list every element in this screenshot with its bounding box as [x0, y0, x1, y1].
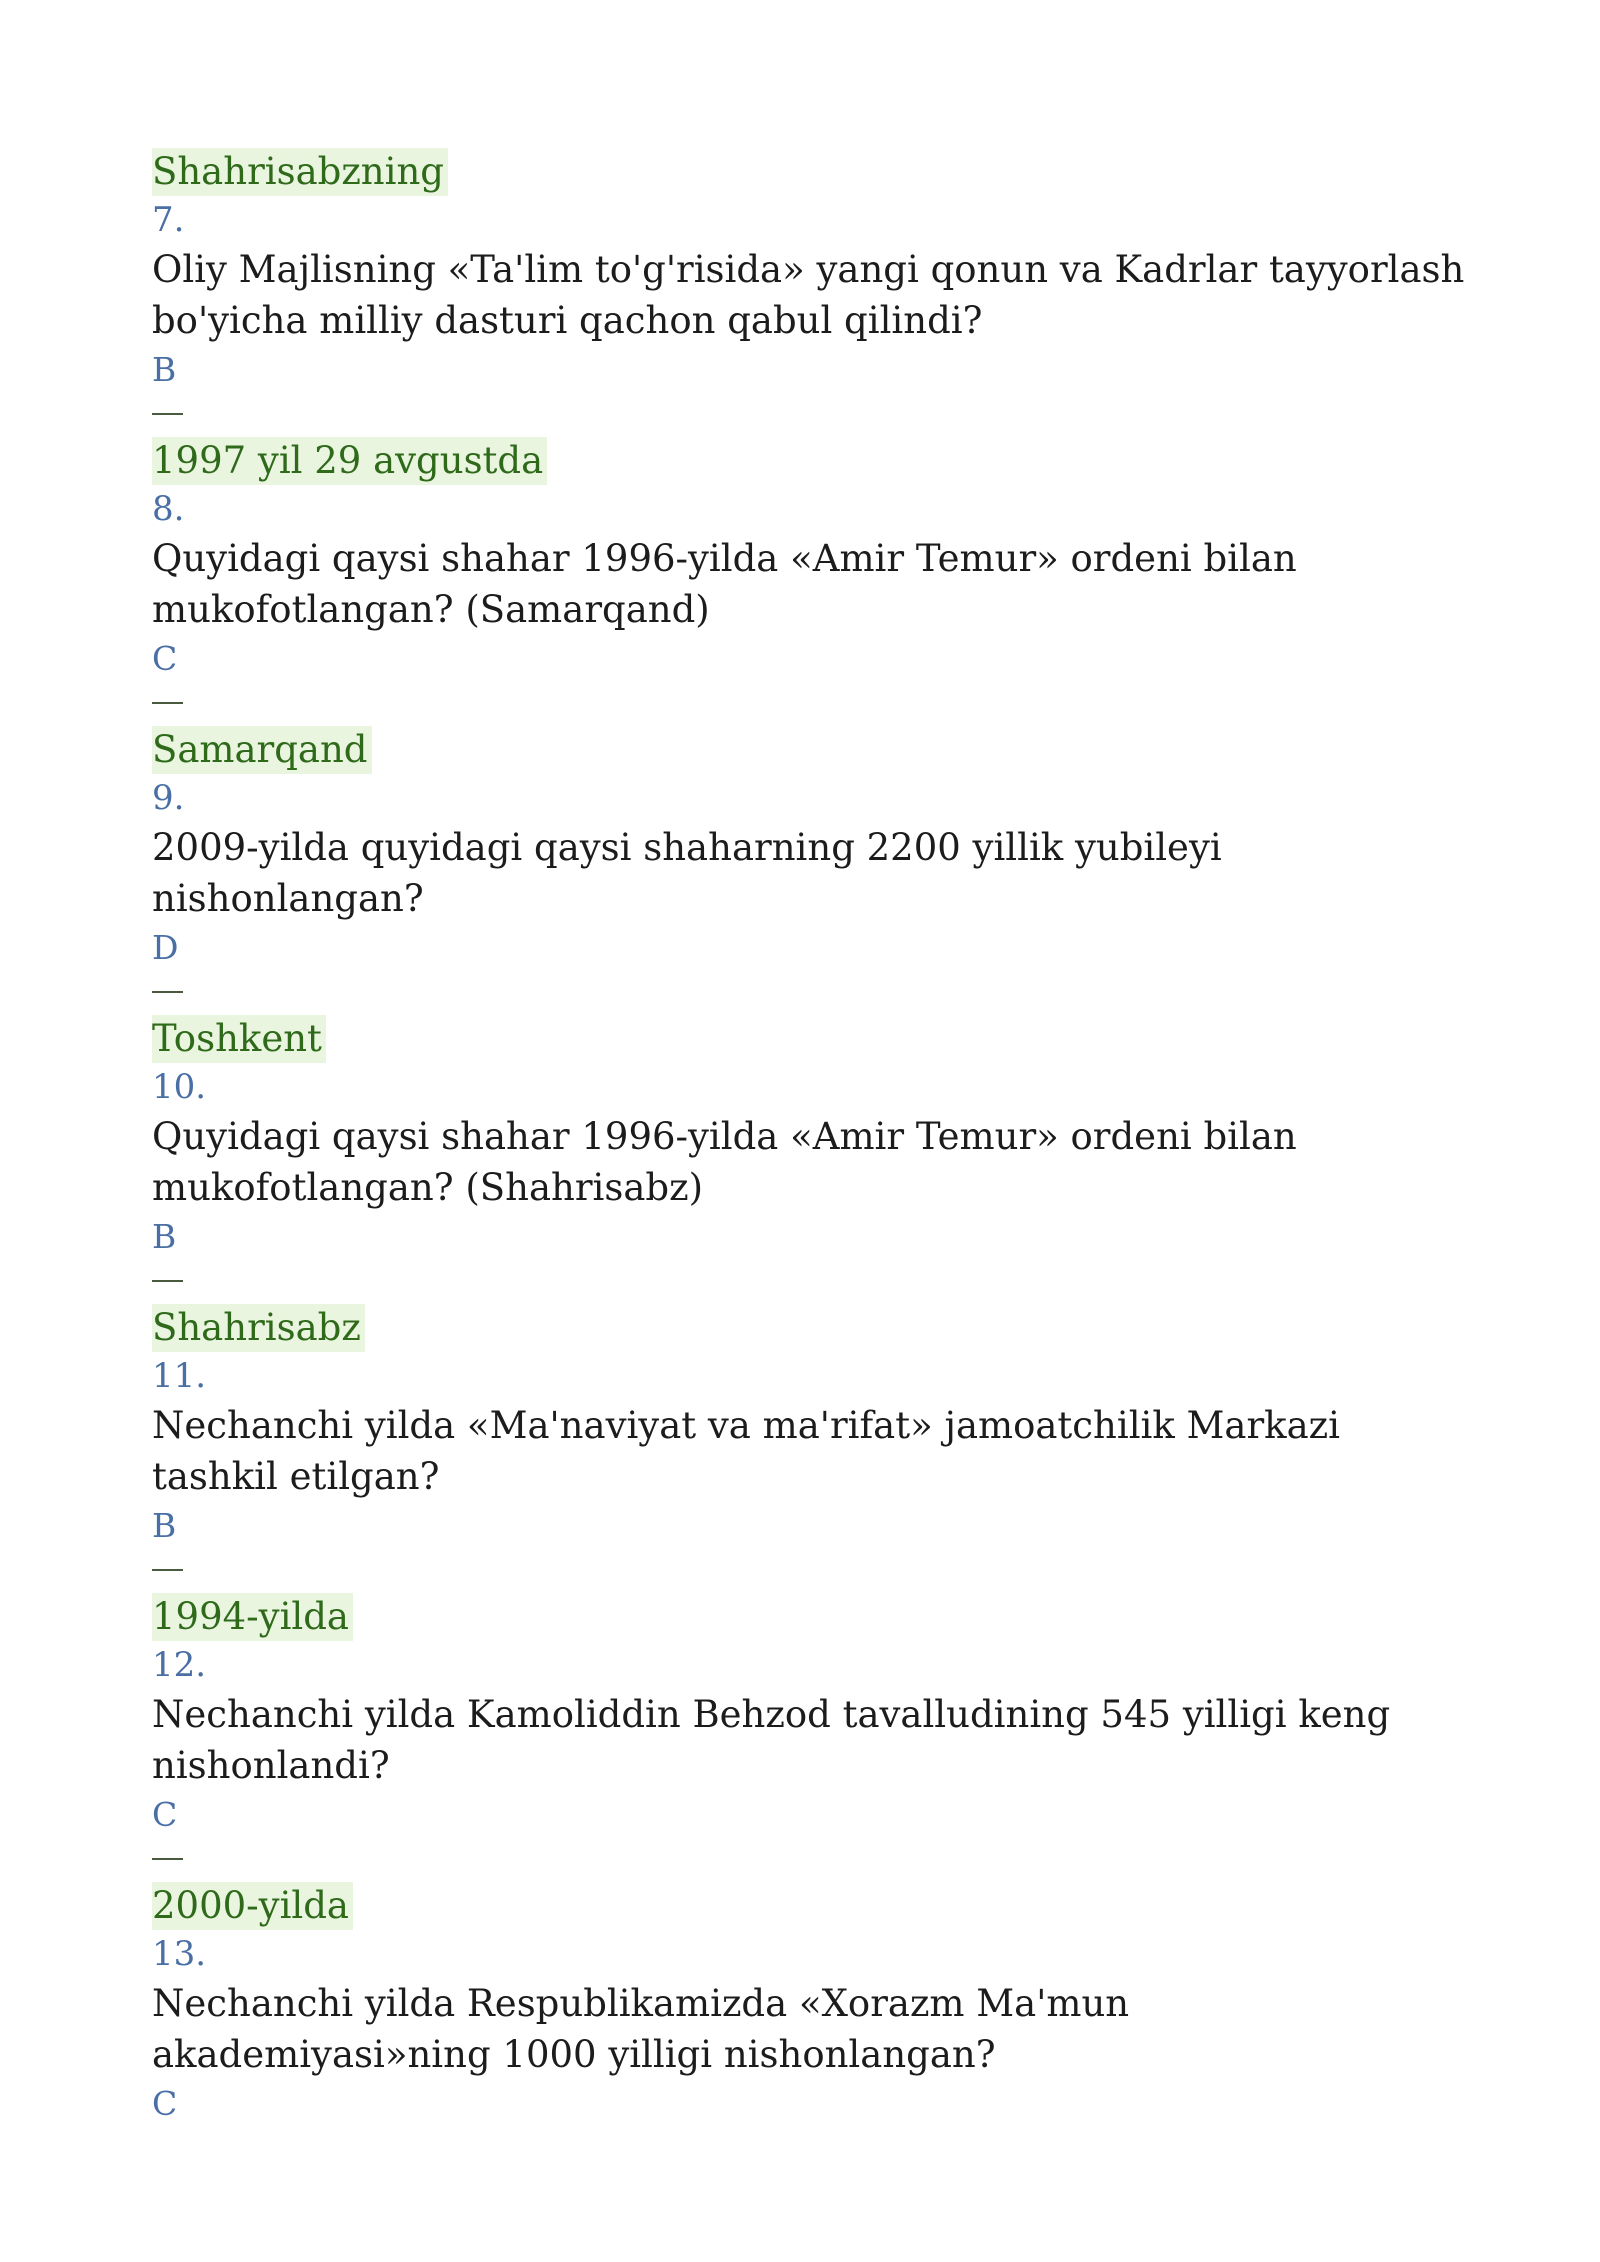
- answer-text: Samarqand: [152, 726, 372, 774]
- answer-row: [152, 1015, 1460, 1063]
- question-item: [152, 196, 1465, 485]
- question-number: 11.: [152, 1356, 207, 1396]
- dash-divider: [152, 1260, 1460, 1304]
- question-number: 10.: [152, 1067, 207, 1107]
- answer-text: 1997 yil 29 avgustda: [152, 437, 547, 485]
- question-item: [152, 774, 1460, 1063]
- answer-row: [152, 1304, 1460, 1352]
- question-item: [152, 1063, 1460, 1352]
- answer-letter: C: [152, 1795, 178, 1834]
- question-text: Nechanchi yilda «Ma'naviyat va ma'rifat» jamoatchilik Markazi tashkil etilgan?: [152, 1404, 1340, 1498]
- answer-letter: C: [152, 2084, 178, 2123]
- answer-letter: B: [152, 1506, 177, 1545]
- question-item: [152, 1641, 1460, 1930]
- question-number: 8.: [152, 489, 185, 529]
- dash-divider: [152, 1549, 1460, 1593]
- answer-text: Shahrisabzning: [152, 148, 448, 196]
- answer-text: 2000-yilda: [152, 1882, 353, 1930]
- answer-row: [152, 726, 1460, 774]
- answer-letter: D: [152, 928, 179, 967]
- answer-text: 1994-yilda: [152, 1593, 353, 1641]
- question-text: Nechanchi yilda Respublikamizda «Xorazm Ma'mun akademiyasi»ning 1000 yilligi nishonlangan?: [152, 1982, 1130, 2076]
- previous-answer: [152, 148, 1460, 196]
- question-item: [152, 1352, 1460, 1641]
- question-text: Quyidagi qaysi shahar 1996-yilda «Amir Temur» ordeni bilan mukofotlangan? (Shahrisabz): [152, 1115, 1297, 1209]
- answer-row: [152, 1882, 1460, 1930]
- answer-letter: B: [152, 1217, 177, 1256]
- dash-divider: [152, 1838, 1460, 1882]
- question-text: 2009-yilda quyidagi qaysi shaharning 2200 yillik yubileyi nishonlangan?: [152, 826, 1222, 920]
- question-text: Oliy Majlisning «Ta'lim to'g'risida» yangi qonun va Kadrlar tayyorlash bo'yicha milliy dasturi qachon qabul qilindi?: [152, 248, 1465, 342]
- question-text: Nechanchi yilda Kamoliddin Behzod tavalludining 545 yilligi keng nishonlandi?: [152, 1693, 1391, 1787]
- question-text: Quyidagi qaysi shahar 1996-yilda «Amir Temur» ordeni bilan mukofotlangan? (Samarqand): [152, 537, 1297, 631]
- answer-row: [152, 437, 1460, 485]
- answer-letter: B: [152, 350, 177, 389]
- dash-divider: [152, 682, 1460, 726]
- dash-divider: [152, 393, 1460, 437]
- question-number: 12.: [152, 1645, 207, 1685]
- question-item: [152, 485, 1460, 774]
- answer-text: Toshkent: [152, 1015, 326, 1063]
- question-number: 9.: [152, 778, 185, 818]
- answer-text: Shahrisabz: [152, 1304, 365, 1352]
- answer-row: [152, 1593, 1460, 1641]
- question-item: [152, 1930, 1460, 2127]
- answer-letter: C: [152, 639, 178, 678]
- question-number: 7.: [152, 200, 185, 240]
- dash-divider: [152, 971, 1460, 1015]
- question-number: 13.: [152, 1934, 207, 1974]
